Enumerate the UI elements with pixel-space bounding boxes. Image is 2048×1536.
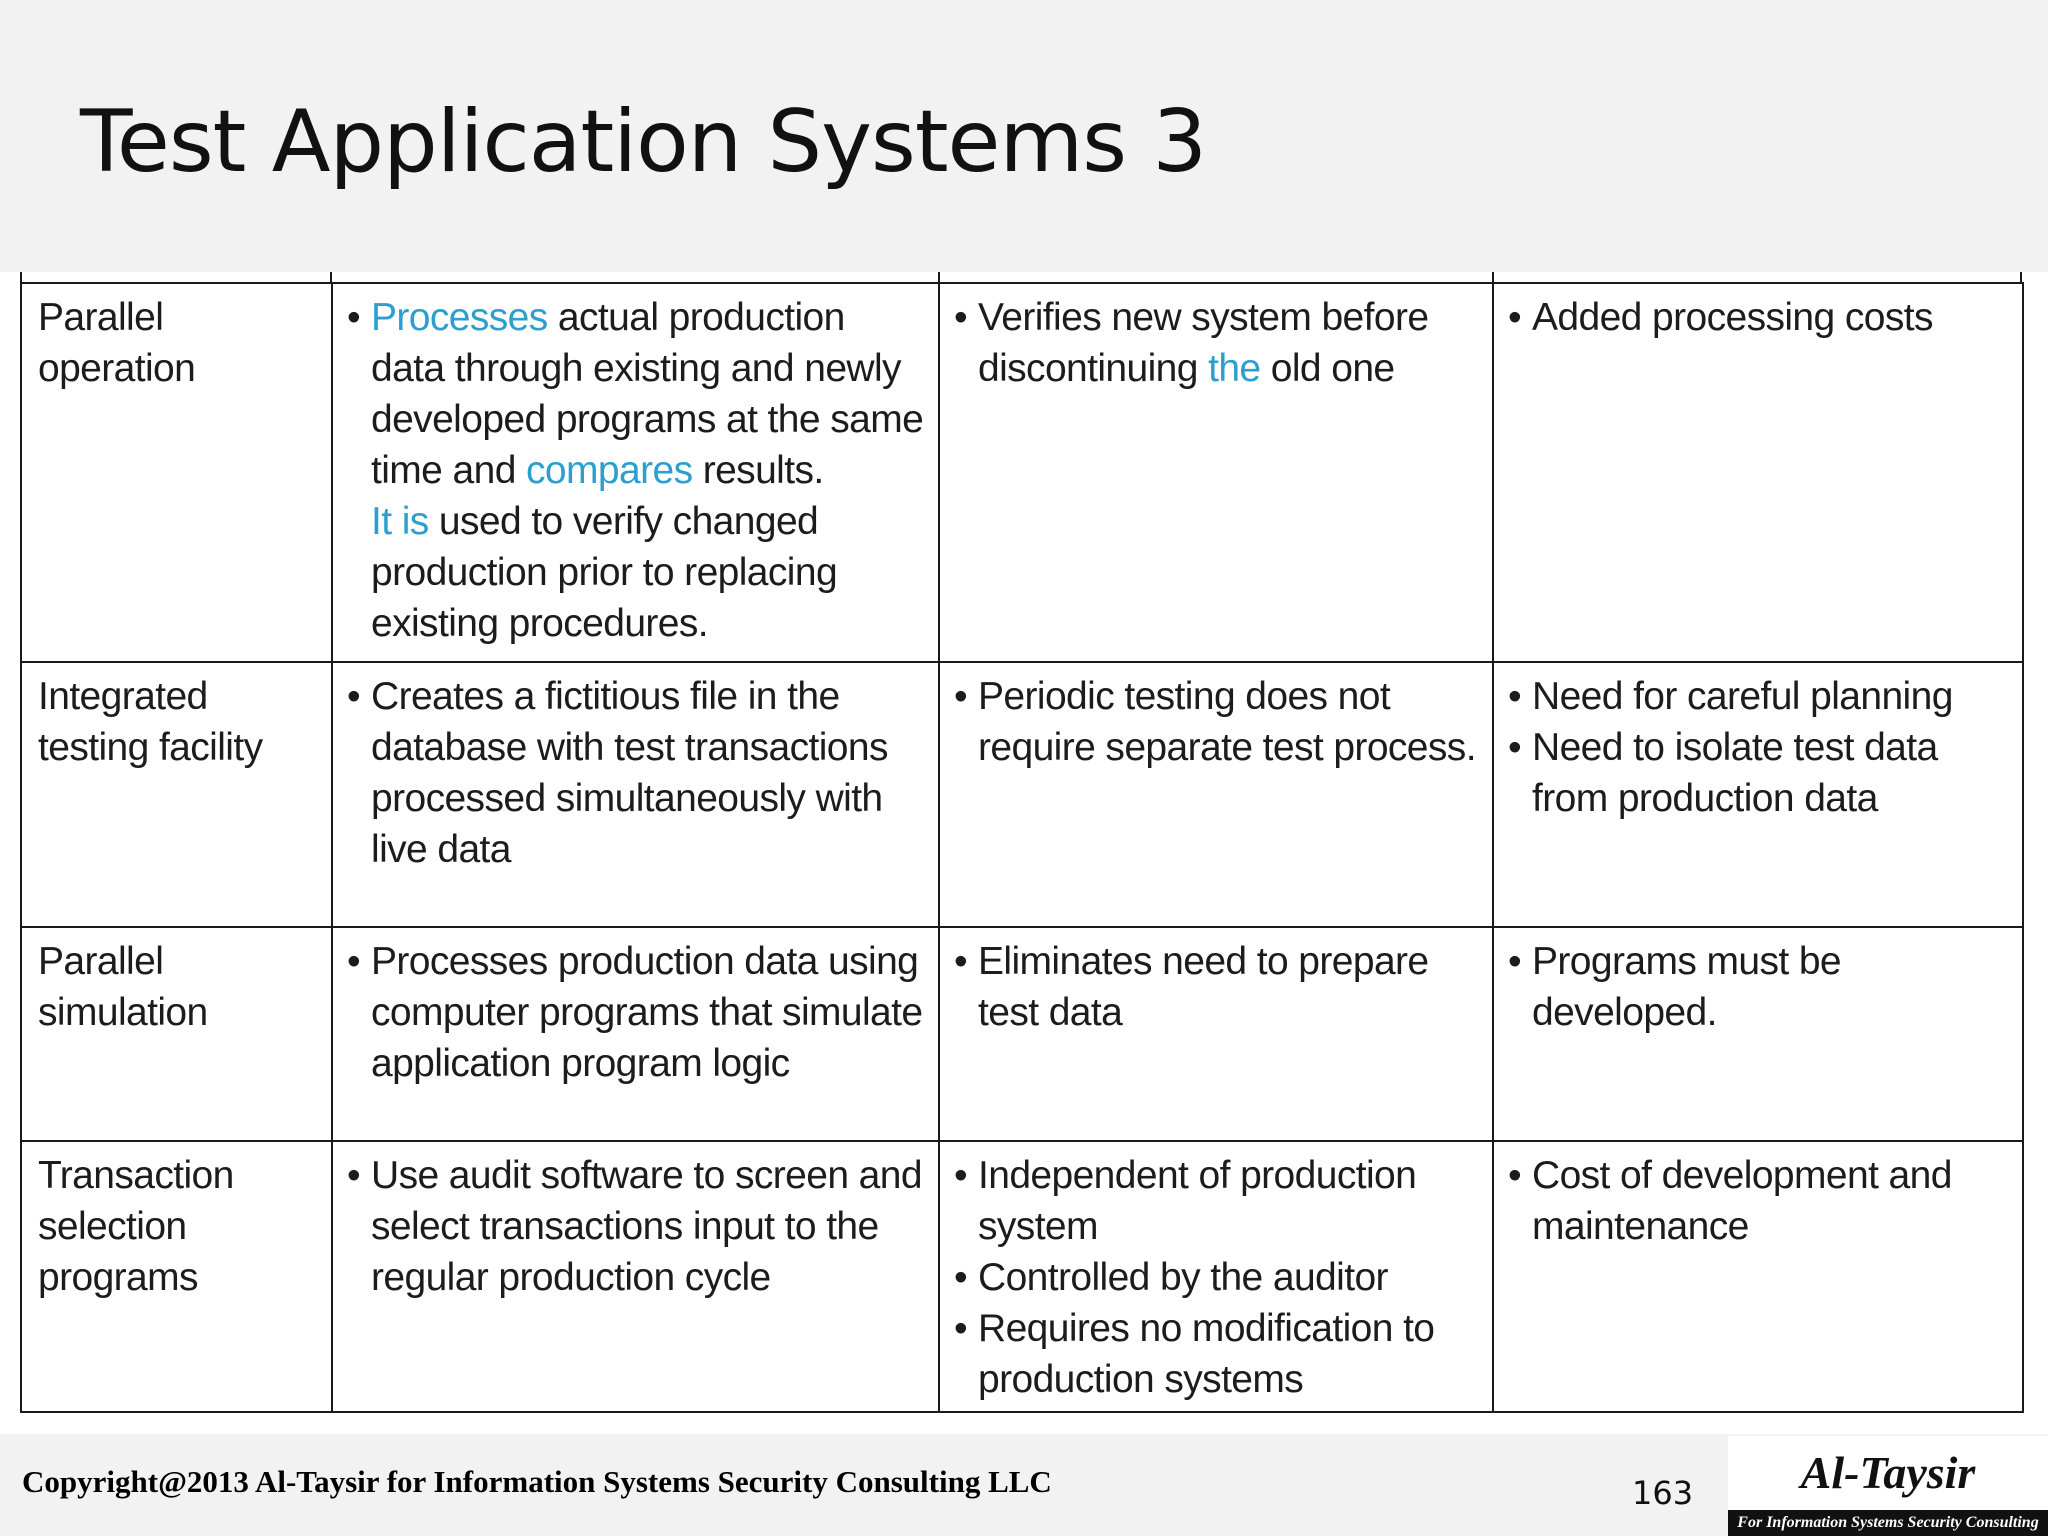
table-area xyxy=(0,272,2048,1434)
disadvantages-cell xyxy=(1493,662,2023,927)
description-cell xyxy=(332,662,939,927)
method-name: Transaction selection programs xyxy=(38,1154,234,1299)
method-name-cell xyxy=(21,283,332,662)
disadvantages-cell xyxy=(1493,283,2023,662)
method-name: Parallel simulation xyxy=(38,940,208,1034)
table-row xyxy=(21,1141,2023,1412)
table-row xyxy=(21,662,2023,927)
method-name-cell xyxy=(21,1141,332,1412)
method-name-cell xyxy=(21,662,332,927)
logo-name: Al-Taysir xyxy=(1800,1447,1976,1498)
table-row xyxy=(21,927,2023,1141)
table-row xyxy=(21,283,2023,662)
advantages-cell xyxy=(939,1141,1493,1412)
method-name: Integrated testing facility xyxy=(38,675,263,769)
title-band xyxy=(0,0,2048,272)
disadvantages-cell xyxy=(1493,1141,2023,1412)
advantages-cell xyxy=(939,283,1493,662)
method-name-cell xyxy=(21,927,332,1141)
method-disadvantages: • Need for careful planning • Need to isolate test data from production data xyxy=(1508,671,2008,824)
method-disadvantages: • Cost of development and maintenance xyxy=(1508,1150,2008,1252)
advantages-cell xyxy=(939,927,1493,1141)
description-cell xyxy=(332,927,939,1141)
testing-methods-table xyxy=(20,282,2024,1413)
method-advantages: • Eliminates need to prepare test data xyxy=(954,936,1478,1038)
footer xyxy=(0,1434,2048,1536)
description-cell xyxy=(332,283,939,662)
method-description: • Processes production data using computer programs that simulate application program logic xyxy=(347,936,924,1089)
copyright-text: Copyright@2013 Al-Taysir for Information Systems Security Consulting LLC xyxy=(22,1464,1052,1499)
page-number: 163 xyxy=(1632,1474,1694,1512)
method-disadvantages: • Programs must be developed. xyxy=(1508,936,2008,1038)
method-description: • Creates a fictitious file in the database with test transactions processed simultaneously with live data xyxy=(347,671,924,875)
method-advantages: • Independent of production system • Controlled by the auditor • Requires no modification to production systems xyxy=(954,1150,1478,1405)
slide-title: Test Application Systems 3 xyxy=(80,92,1207,192)
method-disadvantages: • Added processing costs xyxy=(1508,292,2008,343)
company-logo xyxy=(1728,1436,2048,1536)
advantages-cell xyxy=(939,662,1493,927)
table-top-strip xyxy=(20,272,2022,282)
method-advantages: • Periodic testing does not require separate test process. xyxy=(954,671,1478,773)
method-description: • Processes actual production data through existing and newly developed programs at the same time and compares results. It is used to verify changed production prior to replacing existing procedures. xyxy=(347,292,924,649)
logo-tagline: For Information Systems Security Consulting xyxy=(1728,1510,2048,1536)
method-name: Parallel operation xyxy=(38,296,196,390)
description-cell xyxy=(332,1141,939,1412)
method-description: • Use audit software to screen and select transactions input to the regular production cycle xyxy=(347,1150,924,1303)
disadvantages-cell xyxy=(1493,927,2023,1141)
method-advantages: • Verifies new system before discontinuing the old one xyxy=(954,292,1478,394)
